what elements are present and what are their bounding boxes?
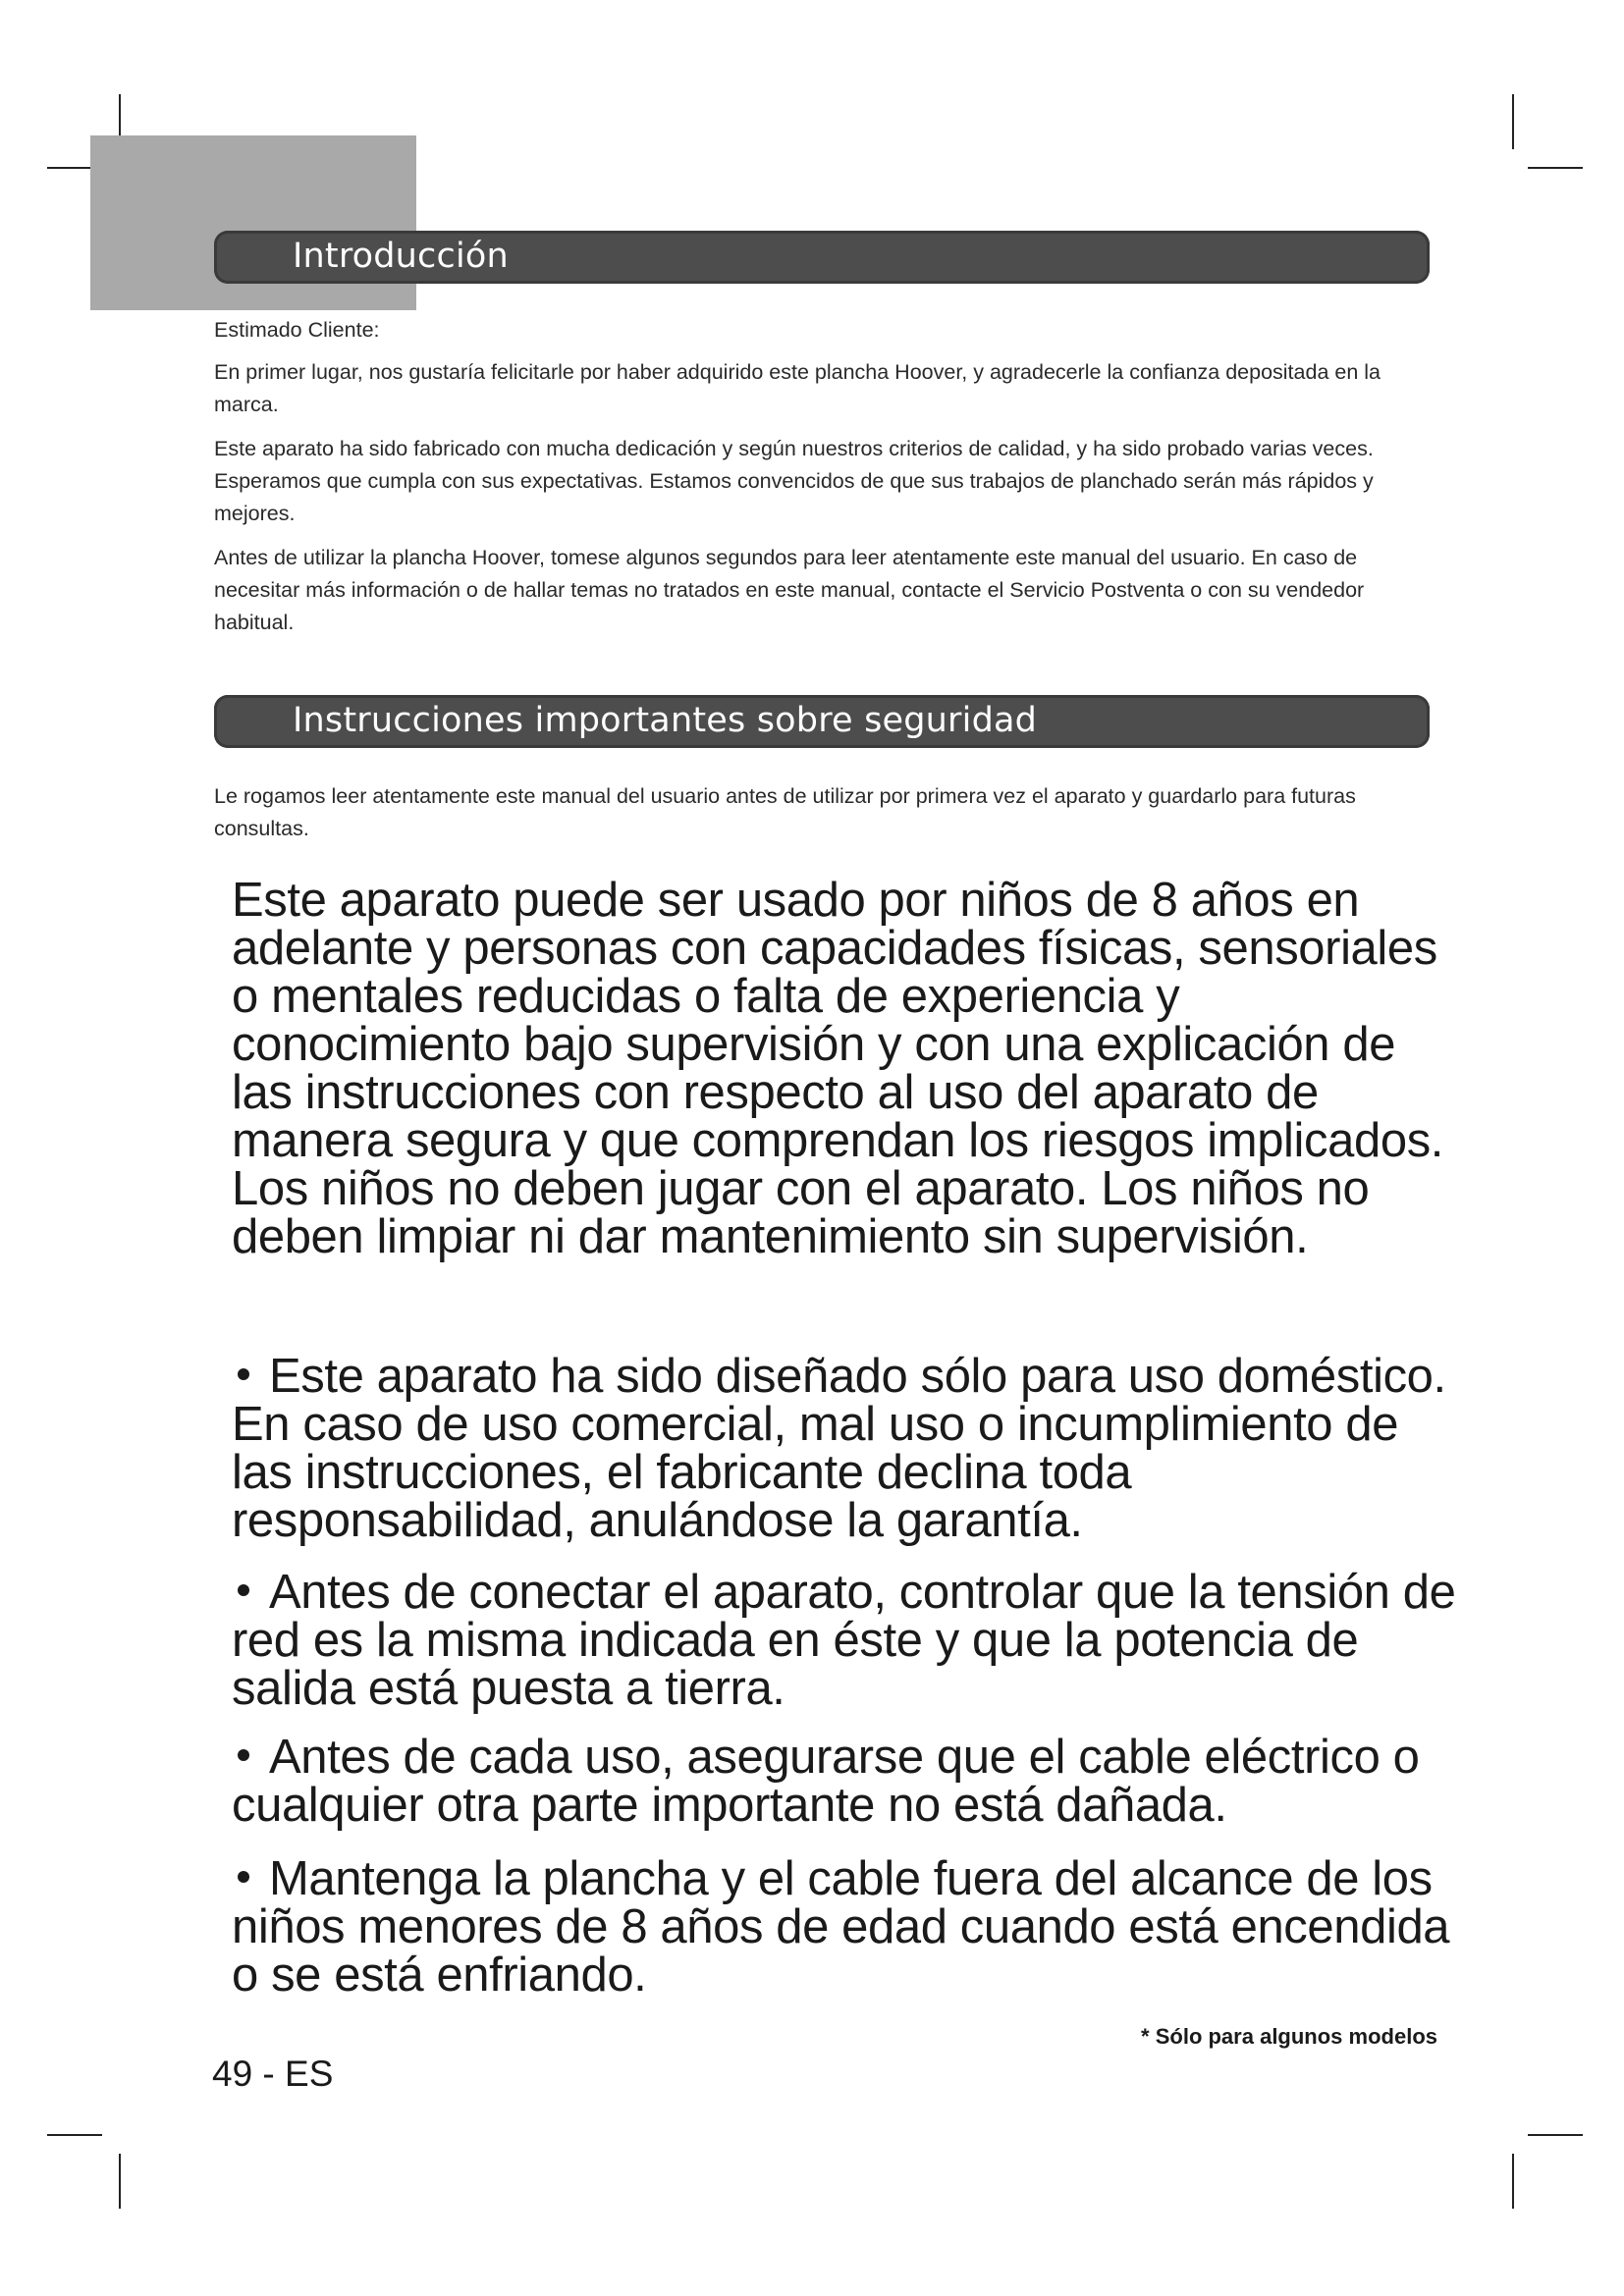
crop-mark bbox=[1528, 167, 1583, 169]
main-warning bbox=[232, 874, 1459, 1263]
bullet-text: Mantenga la plancha y el cable fuera del alcance de los niños menores de 8 años de edad cuando está encendida o se está enfriando. bbox=[232, 1852, 1450, 2002]
bullet-icon bbox=[238, 1368, 249, 1380]
intro-paragraph bbox=[214, 433, 1441, 530]
bullet-text: Antes de conectar el aparato, controlar que la tensión de red es la misma indicada en éste y que la potencia de salida está puesta a tierra. bbox=[232, 1566, 1456, 1715]
crop-mark bbox=[1512, 94, 1514, 149]
crop-mark bbox=[47, 2134, 102, 2136]
warning-text: Este aparato puede ser usado por niños de 8 años en adelante y personas con capacidades físicas, sensoriales o mentales reducidas o falta de experiencia y conocimiento bajo supervisión y con una explicación de las instrucciones con respecto al uso del aparato de manera segura y que comprendan los riesgos implicados. Los niños no deben jugar con el aparato. Los niños no deben limpiar ni dar mantenimiento sin supervisión. bbox=[232, 874, 1444, 1263]
bullet-text: Antes de cada uso, asegurarse que el cable eléctrico o cualquier otra parte importante no está dañada. bbox=[232, 1731, 1420, 1832]
footnote: * Sólo para algunos modelos bbox=[1141, 2024, 1437, 2049]
greeting-text: Estimado Cliente: bbox=[214, 318, 380, 342]
section-title: Introducción bbox=[293, 237, 509, 276]
safety-intro bbox=[214, 780, 1441, 845]
safety-bullet bbox=[232, 1350, 1459, 1547]
section-header-safety bbox=[214, 695, 1430, 748]
crop-mark bbox=[119, 2154, 121, 2209]
crop-mark bbox=[1528, 2134, 1583, 2136]
intro-paragraph bbox=[214, 542, 1441, 639]
safety-bullet bbox=[232, 1852, 1459, 2002]
intro-paragraph bbox=[214, 356, 1441, 421]
bullet-icon bbox=[238, 1584, 249, 1596]
paragraph-text: Este aparato ha sido fabricado con mucha dedicación y según nuestros criterios de calidad, y ha sido probado varias veces. Esperamos que cumpla con sus expectativas. Estamos convencidos de que sus trabajos de planchado serán más rápidos y mejores. bbox=[214, 437, 1374, 525]
section-title: Instrucciones importantes sobre seguridad bbox=[293, 701, 1038, 740]
safety-bullet bbox=[232, 1731, 1459, 1832]
section-header-introduction bbox=[214, 231, 1430, 284]
bullet-icon bbox=[238, 1871, 249, 1883]
safety-bullet bbox=[232, 1566, 1459, 1715]
greeting bbox=[214, 314, 1441, 347]
paragraph-text: En primer lugar, nos gustaría felicitarle por haber adquirido este plancha Hoover, y agradecerle la confianza depositada en la marca. bbox=[214, 360, 1381, 416]
paragraph-text: Antes de utilizar la plancha Hoover, tomese algunos segundos para leer atentamente este manual del usuario. En caso de necesitar más información o de hallar temas no tratados en este manual, contacte el Servicio Postventa o con su vendedor habitual. bbox=[214, 546, 1365, 634]
header-accent-block bbox=[90, 135, 416, 310]
bullet-text: Este aparato ha sido diseñado sólo para uso doméstico. En caso de uso comercial, mal uso o incumplimiento de las instrucciones, el fabricante declina toda responsabilidad, anulándose la garantía. bbox=[232, 1350, 1446, 1547]
bullet-icon bbox=[238, 1749, 249, 1761]
paragraph-text: Le rogamos leer atentamente este manual del usuario antes de utilizar por primera vez el aparato y guardarlo para futuras consultas. bbox=[214, 784, 1356, 840]
page-number: 49 - ES bbox=[212, 2054, 334, 2094]
crop-mark bbox=[1512, 2154, 1514, 2209]
